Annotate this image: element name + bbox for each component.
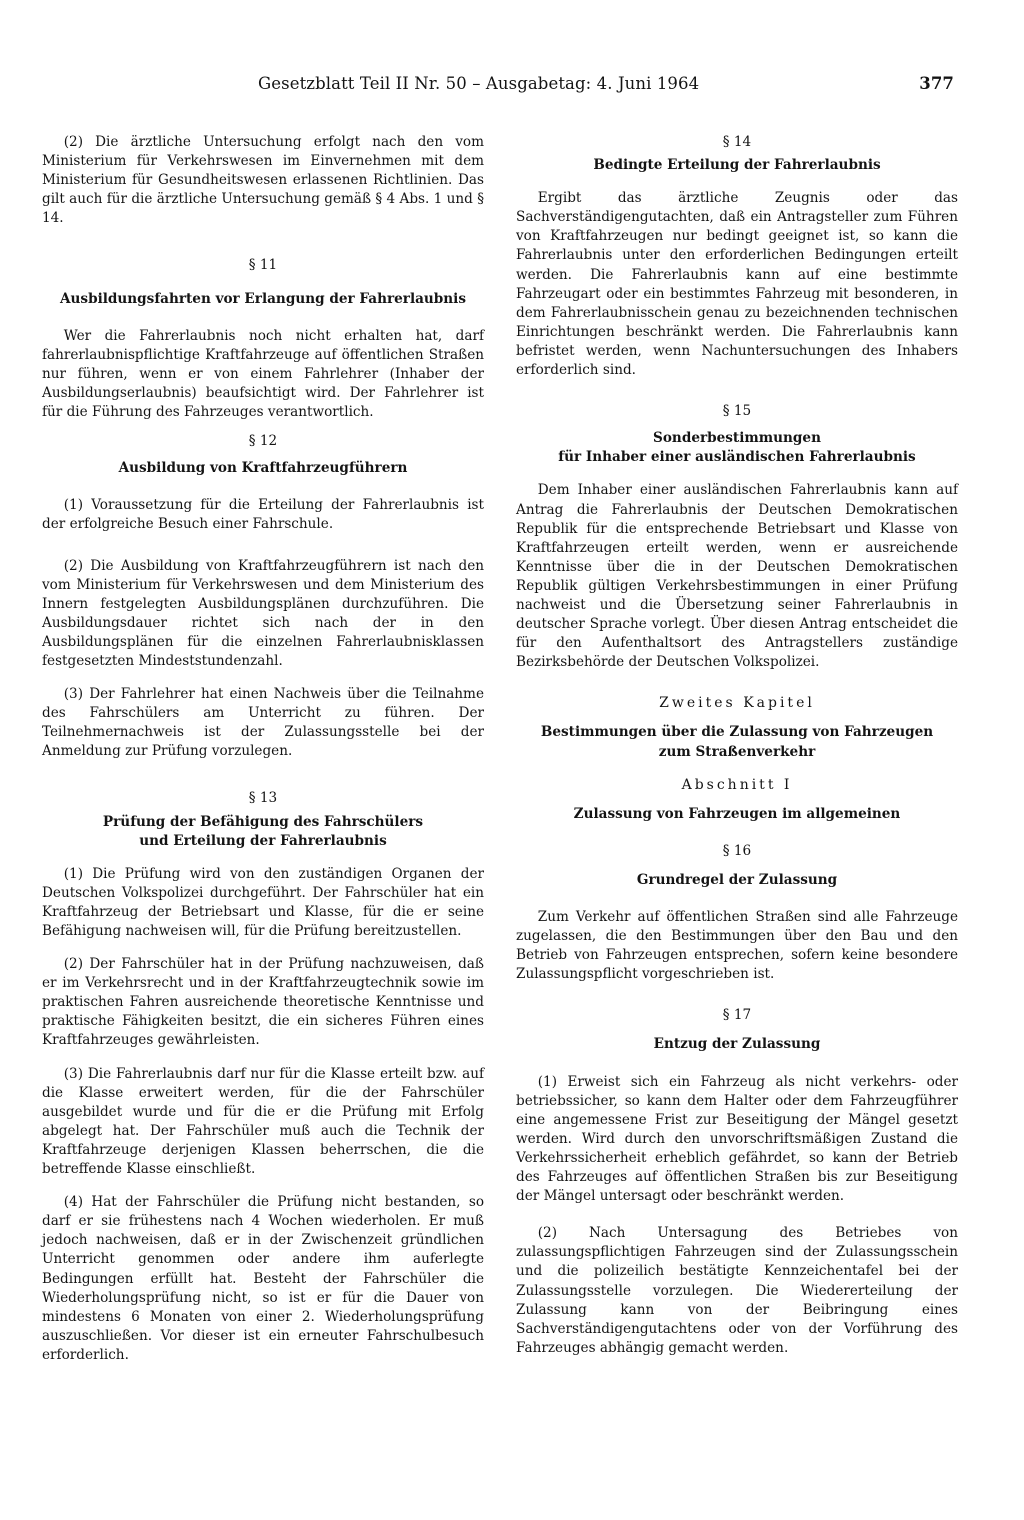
chapter-title-line-1: Bestimmungen über die Zulassung von Fahrzeugen bbox=[540, 724, 934, 741]
section-12-number: § 12 bbox=[248, 433, 278, 450]
right-column bbox=[516, 133, 958, 1358]
section-title: Zulassung von Fahrzeugen im allgemeinen bbox=[573, 805, 901, 822]
section-13-title-line-1: Prüfung der Befähigung des Fahrschülers bbox=[102, 813, 424, 830]
section-13-paragraph-2: (2) Der Fahrschüler hat in der Prüfung nachzuweisen, daß er im Verkehrsrecht und in der Kraftfahrzeugtechnik sowie im praktischen Fahren ausreichende theoretische Kenntnisse und praktische Fähigkeiten besitzt, die ein sicheres Führen eines Kraftfahrzeuges gewährleisten. bbox=[42, 956, 484, 1049]
section-16-title: Grundregel der Zulassung bbox=[636, 871, 838, 888]
section-17-paragraph-1: (1) Erweist sich ein Fahrzeug als nicht verkehrs- oder betriebssicher, so kann dem Halter oder dem Fahrzeugführer eine angemessene Frist zur Beseitigung der Mängel gesetzt werden. Wird durch den unvorschriftsmäßigen Zustand die Verkehrssicherheit erheblich gefährdet, so kann der Betrieb des Fahrzeuges auf öffentlichen Straßen bis zur Beseitigung der Mängel untersagt oder beschränkt werden. bbox=[516, 1073, 958, 1205]
section-12-paragraph-2: (2) Die Ausbildung von Kraftfahrzeugführern ist nach den vom Ministerium für Verkehrswesen und dem Ministerium des Innern festgelegten Ausbildungsplänen durchzuführen. Die Ausbildungsdauer richtet sich nach der in den Ausbildungsplänen für die einzelnen Fahrerlaubnisklassen festgesetzten Mindeststundenzahl. bbox=[42, 557, 484, 669]
section-label: Abschnitt I bbox=[681, 776, 793, 793]
section-13-number: § 13 bbox=[248, 790, 278, 807]
page-header bbox=[258, 74, 958, 100]
section-17-paragraph-2: (2) Nach Untersagung des Betriebes von zulassungspflichtigen Fahrzeugen sind der Zulassungsschein und die polizeilich bestätigte Kennzeichentafel bei der Zulassungsstelle vorzulegen. Die Wiedererteilung der Zulassung kann von der Beibringung eines Sachverständigengutachtens oder von der Vorführung des Fahrzeuges abhängig gemacht werden. bbox=[516, 1225, 958, 1356]
section-16-paragraph-1: Zum Verkehr auf öffentlichen Straßen sind alle Fahrzeuge zugelassen, die den Bestimmungen über den Bau und den Betrieb von Fahrzeugen entsprechen, sofern keine besondere Zulassungspflicht vorgeschrieben ist. bbox=[516, 909, 958, 983]
section-14-title: Bedingte Erteilung der Fahrerlaubnis bbox=[593, 157, 881, 174]
section-13-paragraph-3: (3) Die Fahrerlaubnis darf nur für die Klasse erteilt bzw. auf die Klasse erweitert werden, für die der Fahrschüler ausgebildet wurde und für die er die Prüfung mit Erfolg abgelegt hat. Der Fahrschüler muß auch die Technik der Kraftfahrzeuge derjenigen Klassen beherrschen, die die betreffende Klasse einschließt. bbox=[42, 1065, 484, 1178]
section-15-number: § 15 bbox=[722, 403, 752, 420]
section-15-title-line-1: Sonderbestimmungen bbox=[653, 430, 821, 447]
header-text: Gesetzblatt Teil II Nr. 50 – Ausgabetag: 4. Juni 1964 bbox=[258, 74, 700, 93]
chapter-label: Zweites Kapitel bbox=[659, 695, 815, 712]
section-12-paragraph-1: (1) Voraussetzung für die Erteilung der Fahrerlaubnis ist der erfolgreiche Besuch einer Fahrschule. bbox=[42, 497, 484, 533]
page-number: 377 bbox=[919, 74, 954, 93]
section-12-paragraph-3: (3) Der Fahrlehrer hat einen Nachweis über die Teilnahme des Fahrschülers am Unterricht zu führen. Der Teilnehmernachweis ist der Zulassungsstelle bei der Anmeldung zur Prüfung vorzulegen. bbox=[42, 686, 484, 760]
left-column bbox=[42, 133, 484, 1365]
section-16-number: § 16 bbox=[722, 842, 752, 859]
section-11-number: § 11 bbox=[248, 257, 278, 274]
chapter-title-line-2: zum Straßenverkehr bbox=[658, 743, 816, 760]
section-15-title-line-2: für Inhaber einer ausländischen Fahrerlaubnis bbox=[558, 449, 916, 466]
section-14-paragraph-1: Ergibt das ärztliche Zeugnis oder das Sachverständigengutachten, daß ein Antragsteller zum Führen von Kraftfahrzeugen nur bedingt geeignet ist, so kann die Fahrerlaubnis unter den erforderlichen Bedingungen erteilt werden. Die Fahrerlaubnis kann auf eine bestimmte Fahrzeugart oder ein bestimmtes Fahrzeug mit besonderen, in dem Fahrerlaubnisschein genau zu bezeichnenden technischen Einrichtungen beschränkt werden. Die Fahrerlaubnis kann befristet werden, wenn Nachuntersuchungen des Inhabers erforderlich sind. bbox=[516, 190, 958, 379]
section-17-number: § 17 bbox=[722, 1007, 752, 1024]
paragraph-10-2: (2) Die ärztliche Untersuchung erfolgt nach den vom Ministerium für Verkehrswesen im Einvernehmen mit dem Ministerium für Gesundheitswesen erlassenen Richtlinien. Das gilt auch für die ärztliche Untersuchung gemäß § 4 Abs. 1 und § 14. bbox=[42, 134, 484, 227]
section-13-title-line-2: und Erteilung der Fahrerlaubnis bbox=[139, 832, 387, 849]
section-13-paragraph-4: (4) Hat der Fahrschüler die Prüfung nicht bestanden, so darf er sie frühestens nach 4 Wochen wiederholen. Er muß jedoch nachweisen, daß er in der Zwischenzeit gründlichen Unterricht genommen oder andere ihm auferlegte Bedingungen erfüllt hat. Besteht der Fahrschüler die Wiederholungsprüfung nicht, so ist er für die Dauer von mindestens 6 Monaten von einer 2. Wiederholungsprüfung auszuschließen. Vor dieser ist ein erneuter Fahrschulbesuch erforderlich. bbox=[42, 1194, 484, 1363]
section-13-paragraph-1: (1) Die Prüfung wird von den zuständigen Organen der Deutschen Volkspolizei durchgeführt. Der Fahrschüler hat ein Kraftfahrzeug der Betriebsart und Klasse, für die er seine Befähigung nachweisen will, für die Prüfung bereitzustellen. bbox=[42, 865, 484, 939]
section-17-title: Entzug der Zulassung bbox=[653, 1036, 821, 1053]
section-12-title: Ausbildung von Kraftfahrzeugführern bbox=[118, 460, 408, 477]
section-11-paragraph-1: Wer die Fahrerlaubnis noch nicht erhalten hat, darf fahrerlaubnispflichtige Kraftfahrzeuge auf öffentlichen Straßen nur führen, wenn er von einem Fahrlehrer (Inhaber der Ausbildungserlaubnis) beaufsichtigt wird. Der Fahrlehrer ist für die Führung des Fahrzeuges verantwortlich. bbox=[42, 327, 484, 421]
section-14-number: § 14 bbox=[722, 134, 752, 150]
section-11-title: Ausbildungsfahrten vor Erlangung der Fahrerlaubnis bbox=[59, 290, 467, 307]
section-15-paragraph-1: Dem Inhaber einer ausländischen Fahrerlaubnis kann auf Antrag die Fahrerlaubnis der Deutschen Demokratischen Republik für die entsprechende Betriebsart und Klasse von Kraftfahrzeugen erteilt werden, wenn er ausreichende Kenntnisse über die in der Deutschen Demokratischen Republik gültigen Verkehrsbestimmungen in einer Prüfung nachweist und die Übersetzung seiner Fahrerlaubnis in deutscher Sprache vorlegt. Über diesen Antrag entscheidet die für den Aufenthaltsort des Antragstellers zuständige Bezirksbehörde der Deutschen Volkspolizei. bbox=[516, 482, 958, 671]
